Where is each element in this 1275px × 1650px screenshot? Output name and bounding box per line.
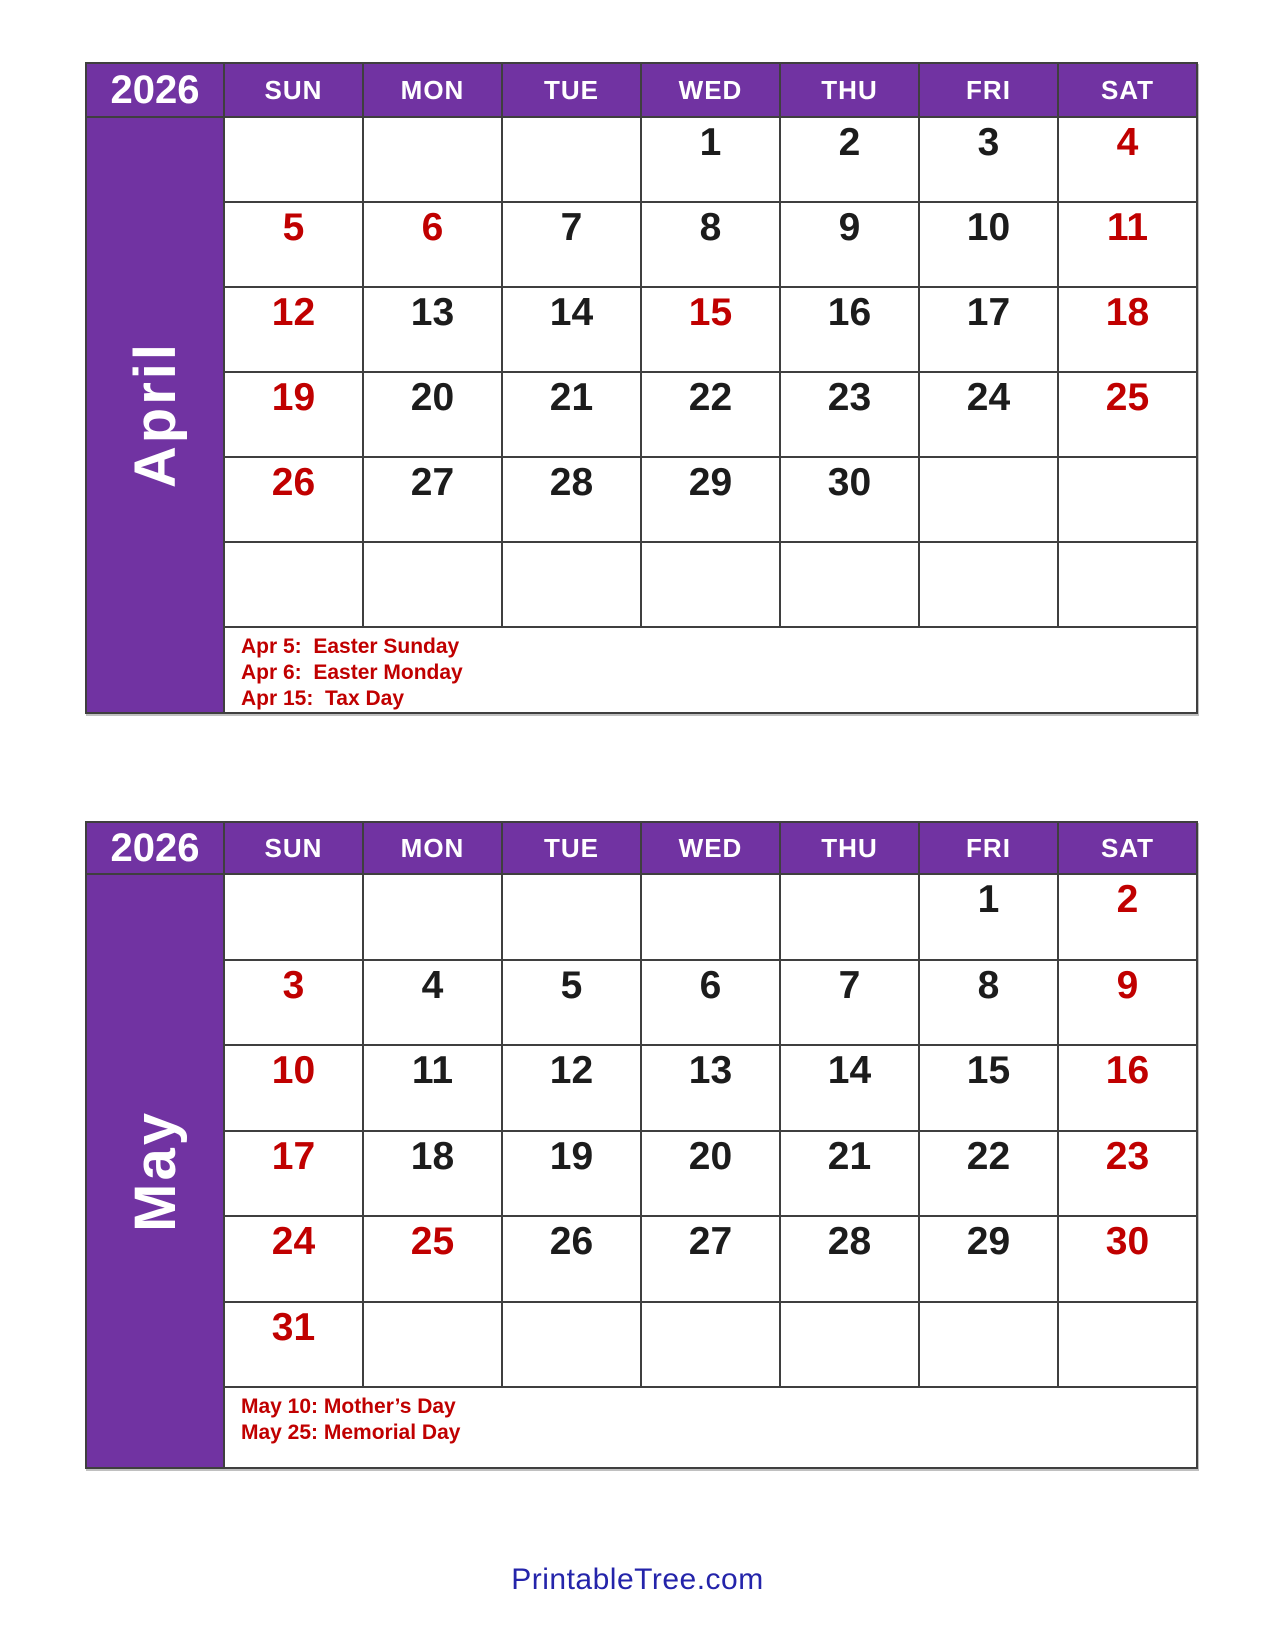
date-number: 5 xyxy=(282,206,305,249)
date-cell xyxy=(642,1303,779,1387)
date-number: 3 xyxy=(977,121,1000,164)
date-number: 22 xyxy=(688,376,733,419)
day-header-sun: SUN xyxy=(225,823,362,873)
date-cell xyxy=(1059,875,1196,959)
date-cell xyxy=(225,118,362,201)
date-cell xyxy=(225,961,362,1045)
month-section-april xyxy=(85,62,1198,714)
date-cell xyxy=(781,118,918,201)
date-number: 18 xyxy=(1105,291,1150,334)
day-header-wed: WED xyxy=(642,823,779,873)
day-header-thu: THU xyxy=(781,823,918,873)
date-number: 13 xyxy=(410,291,455,334)
date-number: 10 xyxy=(271,1049,316,1092)
date-cell xyxy=(503,203,640,286)
date-cell xyxy=(781,203,918,286)
date-cell xyxy=(920,1303,1057,1387)
holiday-note-line: Apr 5: Easter Sunday xyxy=(241,635,460,658)
date-number: 22 xyxy=(966,1134,1011,1178)
date-cell xyxy=(1059,203,1196,286)
date-cell xyxy=(781,1046,918,1130)
date-cell xyxy=(503,1132,640,1216)
date-cell xyxy=(364,1217,501,1301)
date-cell xyxy=(642,1046,779,1130)
date-cell xyxy=(781,1303,918,1387)
date-cell xyxy=(503,1303,640,1387)
date-cell xyxy=(781,543,918,626)
date-number: 14 xyxy=(549,291,594,334)
date-cell xyxy=(1059,543,1196,626)
date-cell xyxy=(225,1132,362,1216)
day-header-thu: THU xyxy=(781,64,918,116)
footer-link[interactable]: PrintableTree.com xyxy=(511,1563,764,1596)
date-cell xyxy=(364,1046,501,1130)
month-sidebar xyxy=(87,875,223,1467)
date-number: 25 xyxy=(1105,376,1150,419)
date-number: 10 xyxy=(966,206,1011,249)
date-number: 7 xyxy=(560,206,583,249)
date-cell xyxy=(364,288,501,371)
holiday-note-line: May 25: Memorial Day xyxy=(241,1421,461,1444)
date-cell xyxy=(1059,288,1196,371)
date-cell xyxy=(781,458,918,541)
day-header-mon: MON xyxy=(364,823,501,873)
date-number: 30 xyxy=(1105,1220,1150,1263)
date-number: 12 xyxy=(549,1049,594,1092)
date-cell xyxy=(781,373,918,456)
date-cell xyxy=(1059,1303,1196,1387)
date-number: 31 xyxy=(271,1305,316,1349)
date-cell xyxy=(503,543,640,626)
date-number: 27 xyxy=(410,461,455,504)
date-number: 11 xyxy=(411,1049,454,1092)
day-header-tue: TUE xyxy=(503,64,640,116)
date-cell xyxy=(503,1217,640,1301)
date-number: 1 xyxy=(977,878,1000,921)
day-header-fri: FRI xyxy=(920,823,1057,873)
date-cell xyxy=(364,118,501,201)
date-cell xyxy=(642,543,779,626)
date-cell xyxy=(364,961,501,1045)
date-number: 9 xyxy=(1116,963,1139,1007)
date-cell xyxy=(781,961,918,1045)
day-header-mon: MON xyxy=(364,64,501,116)
month-sidebar xyxy=(87,118,223,712)
date-cell xyxy=(225,1217,362,1301)
month-section-may xyxy=(85,821,1198,1469)
date-cell xyxy=(364,373,501,456)
date-cell xyxy=(364,1303,501,1387)
date-cell xyxy=(920,961,1057,1045)
date-number: 13 xyxy=(688,1049,733,1092)
date-number: 24 xyxy=(271,1220,316,1263)
date-cell xyxy=(225,875,362,959)
date-cell xyxy=(225,1046,362,1130)
date-number: 20 xyxy=(410,376,455,419)
date-number: 17 xyxy=(966,291,1011,334)
year-label: 2026 xyxy=(87,64,223,116)
day-header-sat: SAT xyxy=(1059,823,1196,873)
date-number: 21 xyxy=(827,1134,872,1178)
date-number: 8 xyxy=(977,963,1000,1007)
date-cell xyxy=(225,203,362,286)
date-number: 29 xyxy=(966,1220,1011,1263)
date-number: 28 xyxy=(549,461,594,504)
date-number: 2 xyxy=(1116,878,1139,921)
month-name-label: April xyxy=(122,341,188,489)
date-cell xyxy=(225,1303,362,1387)
holiday-notes xyxy=(225,628,1196,712)
date-number: 24 xyxy=(966,376,1011,419)
date-number: 6 xyxy=(699,963,722,1007)
date-cell xyxy=(781,875,918,959)
date-number: 1 xyxy=(699,121,722,164)
date-cell xyxy=(503,1046,640,1130)
date-cell xyxy=(642,1132,779,1216)
date-cell xyxy=(642,458,779,541)
date-number: 12 xyxy=(271,291,316,334)
date-cell xyxy=(920,118,1057,201)
date-cell xyxy=(364,458,501,541)
date-cell xyxy=(503,373,640,456)
date-number: 9 xyxy=(838,206,861,249)
date-cell xyxy=(920,203,1057,286)
day-header-sun: SUN xyxy=(225,64,362,116)
date-cell xyxy=(364,543,501,626)
date-cell xyxy=(781,1217,918,1301)
date-number: 23 xyxy=(1105,1134,1150,1178)
date-cell xyxy=(225,458,362,541)
date-number: 19 xyxy=(549,1134,594,1178)
date-cell xyxy=(503,288,640,371)
date-number: 27 xyxy=(688,1220,733,1263)
date-cell xyxy=(642,1217,779,1301)
date-cell xyxy=(920,1046,1057,1130)
date-number: 5 xyxy=(560,963,583,1007)
date-number: 11 xyxy=(1106,206,1149,249)
day-header-tue: TUE xyxy=(503,823,640,873)
date-cell xyxy=(920,1132,1057,1216)
date-cell xyxy=(1059,961,1196,1045)
date-cell xyxy=(1059,373,1196,456)
holiday-notes xyxy=(225,1388,1196,1467)
date-number: 30 xyxy=(827,461,872,504)
date-number: 28 xyxy=(827,1220,872,1263)
date-cell xyxy=(920,458,1057,541)
date-cell xyxy=(920,543,1057,626)
date-cell xyxy=(503,118,640,201)
date-cell xyxy=(920,1217,1057,1301)
date-number: 26 xyxy=(271,461,316,504)
date-cell xyxy=(1059,1217,1196,1301)
date-number: 6 xyxy=(421,206,444,249)
date-cell xyxy=(503,458,640,541)
date-cell xyxy=(364,1132,501,1216)
date-number: 16 xyxy=(827,291,872,334)
date-cell xyxy=(642,961,779,1045)
date-number: 19 xyxy=(271,376,316,419)
date-number: 7 xyxy=(838,963,861,1007)
day-header-sat: SAT xyxy=(1059,64,1196,116)
date-number: 26 xyxy=(549,1220,594,1263)
date-cell xyxy=(1059,458,1196,541)
date-cell xyxy=(225,543,362,626)
date-number: 20 xyxy=(688,1134,733,1178)
date-number: 14 xyxy=(827,1049,872,1092)
date-cell xyxy=(920,373,1057,456)
holiday-note-line: May 10: Mother’s Day xyxy=(241,1395,456,1418)
footer xyxy=(0,1563,1275,1597)
date-cell xyxy=(364,875,501,959)
date-number: 2 xyxy=(838,121,861,164)
date-number: 16 xyxy=(1105,1049,1150,1092)
date-number: 17 xyxy=(271,1134,316,1178)
date-cell xyxy=(1059,1046,1196,1130)
date-cell xyxy=(1059,118,1196,201)
date-cell xyxy=(781,288,918,371)
holiday-note-line: Apr 15: Tax Day xyxy=(241,687,405,710)
date-number: 23 xyxy=(827,376,872,419)
date-number: 15 xyxy=(966,1049,1011,1092)
date-cell xyxy=(642,288,779,371)
month-name-label: May xyxy=(122,1110,188,1232)
holiday-note-line: Apr 6: Easter Monday xyxy=(241,661,463,684)
date-number: 8 xyxy=(699,206,722,249)
date-cell xyxy=(503,875,640,959)
date-number: 4 xyxy=(1116,121,1139,164)
date-number: 29 xyxy=(688,461,733,504)
date-cell xyxy=(920,875,1057,959)
date-cell xyxy=(642,203,779,286)
date-cell xyxy=(920,288,1057,371)
date-number: 3 xyxy=(282,963,305,1007)
date-cell xyxy=(225,288,362,371)
date-number: 25 xyxy=(410,1220,455,1263)
date-cell xyxy=(781,1132,918,1216)
year-label: 2026 xyxy=(87,823,223,873)
date-cell xyxy=(642,118,779,201)
date-cell xyxy=(642,875,779,959)
date-number: 18 xyxy=(410,1134,455,1178)
date-cell xyxy=(225,373,362,456)
date-number: 4 xyxy=(421,963,444,1007)
date-number: 15 xyxy=(688,291,733,334)
date-cell xyxy=(503,961,640,1045)
date-cell xyxy=(1059,1132,1196,1216)
day-header-wed: WED xyxy=(642,64,779,116)
date-cell xyxy=(364,203,501,286)
date-number: 21 xyxy=(549,376,594,419)
day-header-fri: FRI xyxy=(920,64,1057,116)
date-cell xyxy=(642,373,779,456)
